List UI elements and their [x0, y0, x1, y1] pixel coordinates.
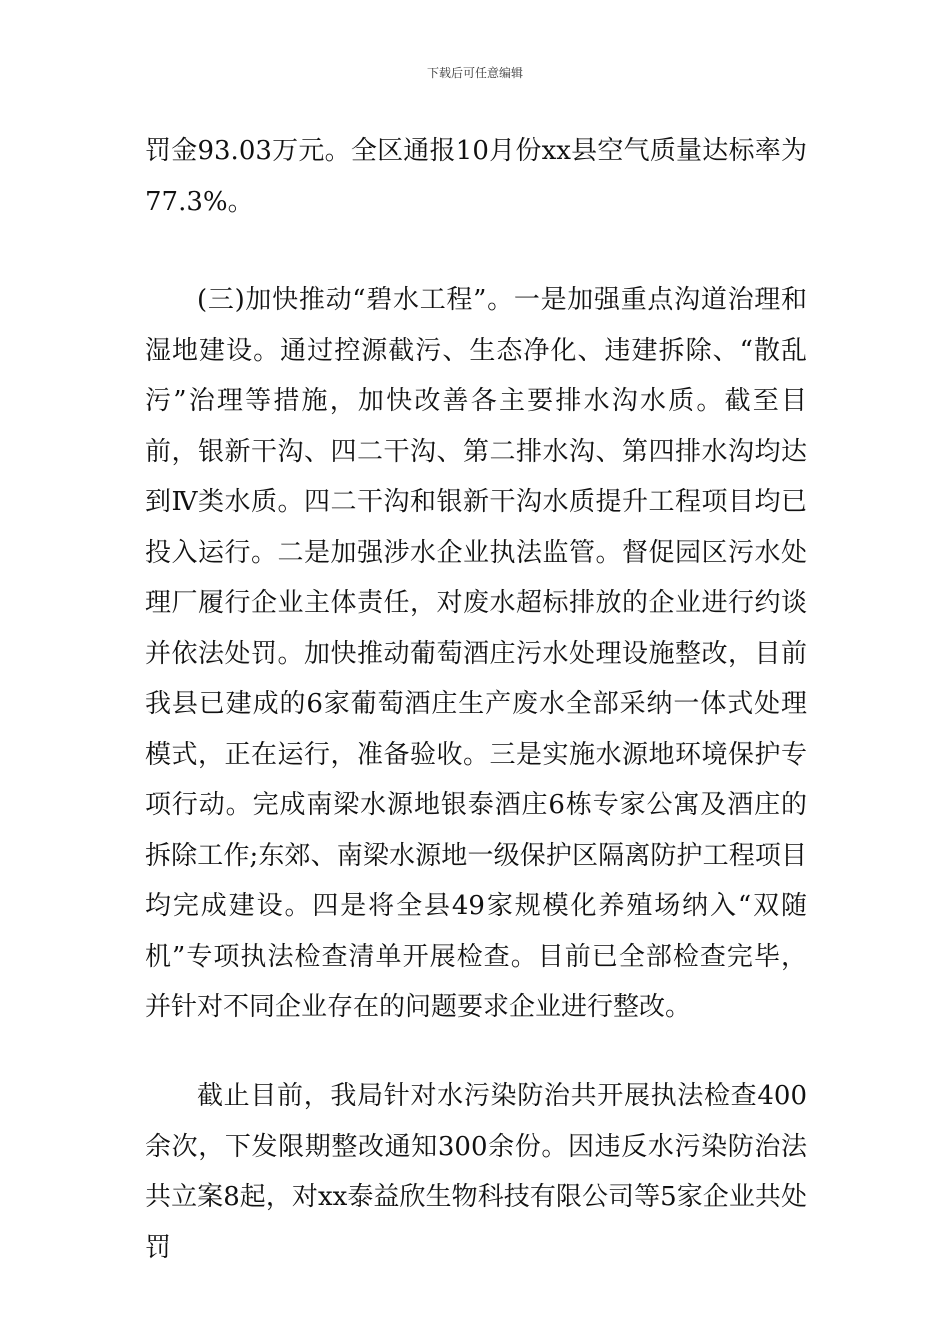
- page-header-note: 下载后可任意编辑: [426, 66, 523, 80]
- paragraph-fine-summary: 罚金93.03万元。全区通报10月份xx县空气质量达标率为77.3%。: [145, 136, 807, 217]
- paragraph-enforcement-stats: 截止目前，我局针对水污染防治共开展执法检查400余次，下发限期整改通知300余份。因违反水污染防治法共立案8起，对xx泰益欣生物科技有限公司等5家企业共处罚: [145, 1081, 807, 1263]
- paragraph-clear-water-project: (三)加快推动“碧水工程”。一是加强重点沟道治理和湿地建设。通过控源截污、生态净化、违建拆除、“散乱污”治理等措施，加快改善各主要排水沟水质。截至目前，银新干沟、四二干沟、第二排水沟、第四排水沟均达到Ⅳ类水质。四二干沟和银新干沟水质提升工程项目均已投入运行。二是加强涉水企业执法监管。督促园区污水处理厂履行企业主体责任，对废水超标排放的企业进行约谈并依法处罚。加快推动葡萄酒庄污水处理设施整改，目前我县已建成的6家葡萄酒庄生产废水全部采纳一体式处理模式，正在运行，准备验收。三是实施水源地环境保护专项行动。完成南梁水源地银泰酒庄6栋专家公寓及酒庄的拆除工作;东郊、南梁水源地一级保护区隔离防护工程项目均完成建设。四是将全县49家规模化养殖场纳入“双随机”专项执法检查清单开展检查。目前已全部检查完毕，并针对不同企业存在的问题要求企业进行整改。: [145, 285, 807, 1022]
